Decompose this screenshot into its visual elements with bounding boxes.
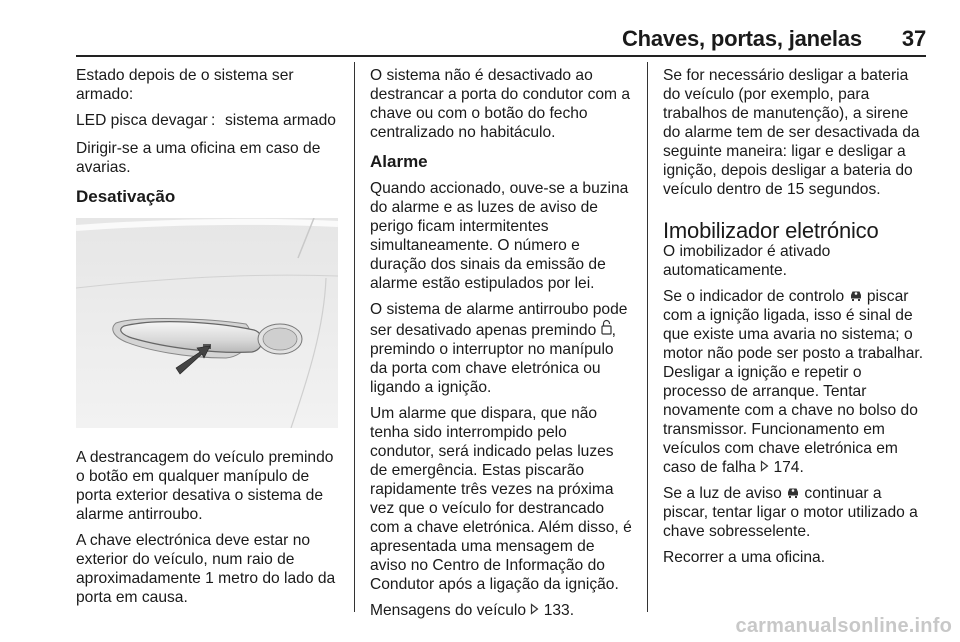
status-intro: Estado depois de o sistema ser armado: xyxy=(76,67,294,103)
heading-desativacao: Desativação xyxy=(76,187,176,206)
arrow-reference-icon xyxy=(760,460,769,474)
header-rule xyxy=(76,55,926,57)
paragraph-control-indicator: Se o indicador de controlo piscar com a ignição ligada, isso é sinal de que existe uma avaria no sistema; o motor não pode ser posto a trabalhar. Desligar a ignição e repetir o processo de arranque. Tentar novamente com a chave no bolso do transmissor. Funcionamento em veículos com chave eletrónica em caso de falha 174. xyxy=(663,288,924,476)
paragraph-unlock: A destrancagem do veículo premindo o botão em qualquer manípulo de porta exterior desativa o sistema de alarme antirroubo. xyxy=(76,449,334,523)
lock-open-icon xyxy=(601,319,612,337)
paragraph-auto-active: O imobilizador é ativado automaticamente. xyxy=(663,243,831,279)
paragraph-key-range: A chave electrónica deve estar no exterior do veículo, num raio de aproximadamente 1 metro do lado da porta em causa. xyxy=(76,532,336,606)
status-row xyxy=(76,111,340,130)
column-1 xyxy=(76,66,340,614)
column-divider-2 xyxy=(647,62,648,612)
paragraph-battery: Se for necessário desligar a bateria do veículo (por exemplo, para trabalhos de manutenção), a sirene do alarme tem de ser desactivada da seguinte maneira: ligar e desligar a ignição, depois desligar a bateria do veículo dentro de 15 segundos. xyxy=(663,67,920,198)
paragraph-alarm-indication: Um alarme que dispara, que não tenha sido interrompido pelo condutor, será indicado pelas luzes de emergência. Estas piscarão rapidamente três vezes na próxima vez que o veículo for destrancado com a chave eletrónica. Além disso, é apresentada uma mensagem de aviso no Centro de Informação do Condutor após a ligação da ignição. xyxy=(370,405,632,593)
status-value: sistema armado xyxy=(225,112,336,129)
status-separator: : xyxy=(211,112,216,129)
paragraph-alarm-triggered: Quando accionado, ouve-se a buzina do alarme e as luzes de aviso de perigo ficam intermitentes simultaneamente. O número e duração dos sinais da emissão de alarme estão estipulados por lei. xyxy=(370,180,629,292)
door-handle-illustration xyxy=(76,218,338,428)
column-divider-1 xyxy=(354,62,355,612)
heading-immobiliser: Imobilizador eletrónico xyxy=(663,218,879,243)
paragraph-workshop: Recorrer a uma oficina. xyxy=(663,549,826,566)
paragraph-deactivate: O sistema de alarme antirroubo pode ser desativado apenas premindo , premindo o interruptor no manípulo da porta com chave eletrónica ou ligando a ignição. xyxy=(370,301,628,396)
paragraph-warning-light: Se a luz de aviso continuar a piscar, tentar ligar o motor utilizado a chave sobresselente. xyxy=(663,485,918,540)
car-key-icon xyxy=(786,486,800,500)
heading-alarme: Alarme xyxy=(370,152,428,171)
page-header xyxy=(620,26,926,52)
column-2 xyxy=(370,66,634,627)
repair-note: Dirigir-se a uma oficina em caso de avarias. xyxy=(76,140,321,176)
paragraph-vehicle-messages: Mensagens do veículo 133. xyxy=(370,602,575,619)
page-number: 37 xyxy=(901,26,926,51)
chapter-title: Chaves, portas, janelas xyxy=(621,26,862,51)
car-key-icon xyxy=(849,289,863,303)
watermark: carmanualsonline.info xyxy=(735,615,952,637)
column-3 xyxy=(663,66,929,574)
status-key: LED pisca devagar xyxy=(76,112,208,129)
paragraph-not-deactivated: O sistema não é desactivado ao destrancar a porta do condutor com a chave ou com o botão do fecho centralizado no habitáculo. xyxy=(370,67,631,141)
